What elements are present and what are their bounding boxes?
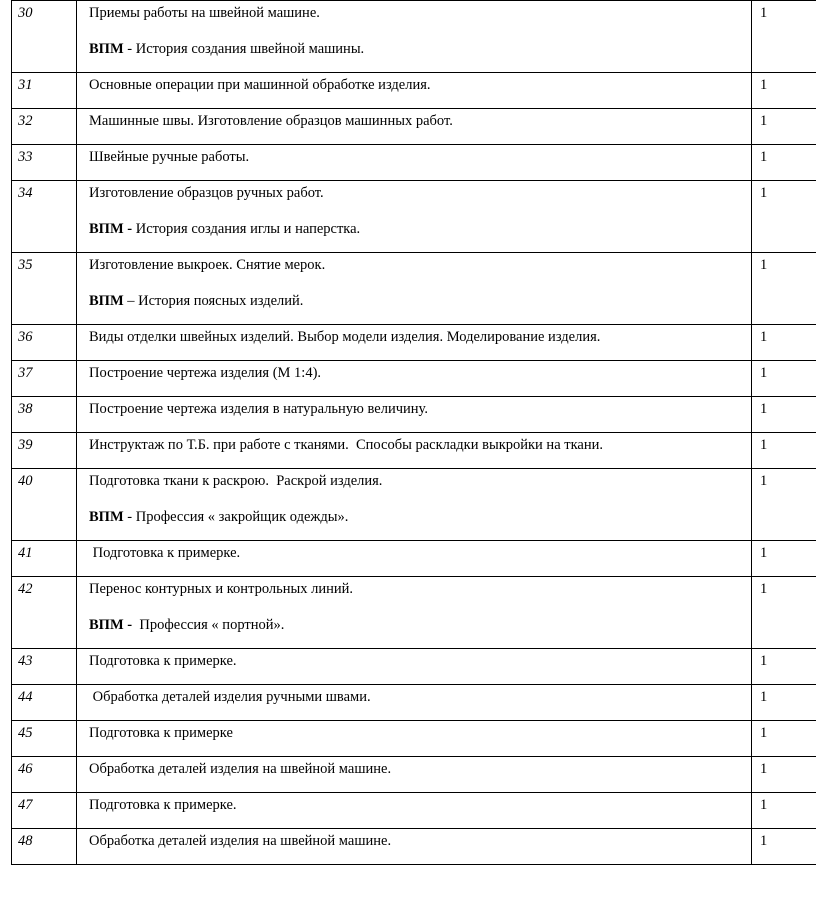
lesson-hours: 1 bbox=[752, 253, 816, 325]
lesson-topic: Обработка деталей изделия ручными швами. bbox=[89, 689, 371, 705]
table-row bbox=[12, 397, 816, 433]
lesson-hours: 1 bbox=[752, 469, 816, 541]
lesson-number: 30 bbox=[12, 1, 77, 73]
lesson-hours: 1 bbox=[752, 397, 816, 433]
table-row bbox=[12, 793, 816, 829]
lesson-topic-cell bbox=[77, 469, 752, 541]
table-row bbox=[12, 253, 816, 325]
lesson-number: 33 bbox=[12, 145, 77, 181]
lesson-topic-cell bbox=[77, 73, 752, 109]
vpm-note bbox=[89, 221, 745, 238]
lesson-topic-cell bbox=[77, 649, 752, 685]
vpm-label: ВПМ - bbox=[89, 617, 133, 633]
lesson-number: 43 bbox=[12, 649, 77, 685]
vpm-label: ВПМ bbox=[89, 509, 124, 525]
table-row bbox=[12, 1, 816, 73]
lesson-topic-cell bbox=[77, 181, 752, 253]
lesson-topic-cell bbox=[77, 793, 752, 829]
lesson-hours: 1 bbox=[752, 109, 816, 145]
vpm-note bbox=[89, 293, 745, 310]
lesson-number: 36 bbox=[12, 325, 77, 361]
table-row bbox=[12, 73, 816, 109]
lesson-topic: Виды отделки швейных изделий. Выбор модели изделия. Моделирование изделия. bbox=[89, 329, 601, 345]
table-row bbox=[12, 577, 816, 649]
lesson-plan-table bbox=[11, 0, 816, 865]
lesson-topic: Швейные ручные работы. bbox=[89, 149, 250, 165]
lesson-hours: 1 bbox=[752, 541, 816, 577]
vpm-label: ВПМ - bbox=[89, 221, 133, 237]
lesson-hours: 1 bbox=[752, 1, 816, 73]
lesson-hours: 1 bbox=[752, 757, 816, 793]
vpm-label: ВПМ bbox=[89, 41, 124, 57]
table-row bbox=[12, 361, 816, 397]
lesson-hours: 1 bbox=[752, 793, 816, 829]
table-row bbox=[12, 685, 816, 721]
lesson-number: 45 bbox=[12, 721, 77, 757]
lesson-number: 40 bbox=[12, 469, 77, 541]
vpm-note bbox=[89, 509, 745, 526]
lesson-topic-cell bbox=[77, 577, 752, 649]
table-row bbox=[12, 721, 816, 757]
vpm-label: ВПМ bbox=[89, 293, 124, 309]
vpm-text: История создания иглы и наперстка. bbox=[132, 221, 361, 237]
lesson-number: 46 bbox=[12, 757, 77, 793]
lesson-topic-cell bbox=[77, 1, 752, 73]
vpm-text: - История создания швейной машины. bbox=[123, 41, 365, 57]
vpm-text: – История поясных изделий. bbox=[123, 293, 304, 309]
lesson-topic: Инструктаж по Т.Б. при работе с тканями. Способы раскладки выкройки на ткани. bbox=[89, 437, 603, 453]
table-row bbox=[12, 541, 816, 577]
lesson-topic-cell bbox=[77, 757, 752, 793]
lesson-topic-cell bbox=[77, 685, 752, 721]
table-row bbox=[12, 109, 816, 145]
lesson-topic: Обработка деталей изделия на швейной машине. bbox=[89, 761, 392, 777]
table-row bbox=[12, 829, 816, 865]
table-body bbox=[12, 1, 816, 865]
lesson-hours: 1 bbox=[752, 73, 816, 109]
lesson-topic-cell bbox=[77, 361, 752, 397]
lesson-number: 47 bbox=[12, 793, 77, 829]
lesson-topic: Подготовка к примерке. bbox=[89, 797, 237, 813]
table-row bbox=[12, 757, 816, 793]
lesson-number: 35 bbox=[12, 253, 77, 325]
lesson-topic: Подготовка к примерке. bbox=[89, 653, 237, 669]
lesson-hours: 1 bbox=[752, 649, 816, 685]
lesson-number: 34 bbox=[12, 181, 77, 253]
lesson-topic-cell bbox=[77, 397, 752, 433]
lesson-topic: Приемы работы на швейной машине. bbox=[89, 5, 320, 21]
lesson-topic: Подготовка ткани к раскрою. Раскрой изделия. bbox=[89, 473, 383, 489]
lesson-topic-cell bbox=[77, 325, 752, 361]
lesson-topic-cell bbox=[77, 721, 752, 757]
lesson-topic: Основные операции при машинной обработке изделия. bbox=[89, 77, 431, 93]
lesson-topic: Перенос контурных и контрольных линий. bbox=[89, 581, 354, 597]
lesson-hours: 1 bbox=[752, 685, 816, 721]
lesson-topic-cell bbox=[77, 829, 752, 865]
lesson-topic-cell bbox=[77, 253, 752, 325]
lesson-topic: Обработка деталей изделия на швейной машине. bbox=[89, 833, 392, 849]
vpm-text: - Профессия « закройщик одежды». bbox=[123, 509, 349, 525]
table-row bbox=[12, 325, 816, 361]
lesson-topic-cell bbox=[77, 433, 752, 469]
vpm-note bbox=[89, 41, 745, 58]
lesson-topic-cell bbox=[77, 145, 752, 181]
table-row bbox=[12, 469, 816, 541]
lesson-topic: Изготовление образцов ручных работ. bbox=[89, 185, 324, 201]
lesson-hours: 1 bbox=[752, 829, 816, 865]
lesson-number: 39 bbox=[12, 433, 77, 469]
lesson-number: 32 bbox=[12, 109, 77, 145]
lesson-number: 42 bbox=[12, 577, 77, 649]
lesson-topic: Построение чертежа изделия (М 1:4). bbox=[89, 365, 322, 381]
vpm-text: Профессия « портной». bbox=[132, 617, 285, 633]
table-row bbox=[12, 181, 816, 253]
lesson-hours: 1 bbox=[752, 577, 816, 649]
lesson-topic-cell bbox=[77, 541, 752, 577]
table-row bbox=[12, 433, 816, 469]
lesson-topic: Подготовка к примерке. bbox=[89, 545, 241, 561]
lesson-topic-cell bbox=[77, 109, 752, 145]
lesson-number: 44 bbox=[12, 685, 77, 721]
lesson-number: 38 bbox=[12, 397, 77, 433]
lesson-topic: Изготовление выкроек. Снятие мерок. bbox=[89, 257, 326, 273]
lesson-topic: Построение чертежа изделия в натуральную величину. bbox=[89, 401, 428, 417]
lesson-hours: 1 bbox=[752, 145, 816, 181]
lesson-hours: 1 bbox=[752, 433, 816, 469]
lesson-number: 31 bbox=[12, 73, 77, 109]
vpm-note bbox=[89, 617, 745, 634]
lesson-hours: 1 bbox=[752, 181, 816, 253]
lesson-hours: 1 bbox=[752, 721, 816, 757]
table-row bbox=[12, 145, 816, 181]
lesson-topic: Подготовка к примерке bbox=[89, 725, 233, 741]
lesson-number: 37 bbox=[12, 361, 77, 397]
lesson-hours: 1 bbox=[752, 325, 816, 361]
lesson-number: 48 bbox=[12, 829, 77, 865]
lesson-topic: Машинные швы. Изготовление образцов машинных работ. bbox=[89, 113, 453, 129]
lesson-number: 41 bbox=[12, 541, 77, 577]
lesson-hours: 1 bbox=[752, 361, 816, 397]
table-row bbox=[12, 649, 816, 685]
